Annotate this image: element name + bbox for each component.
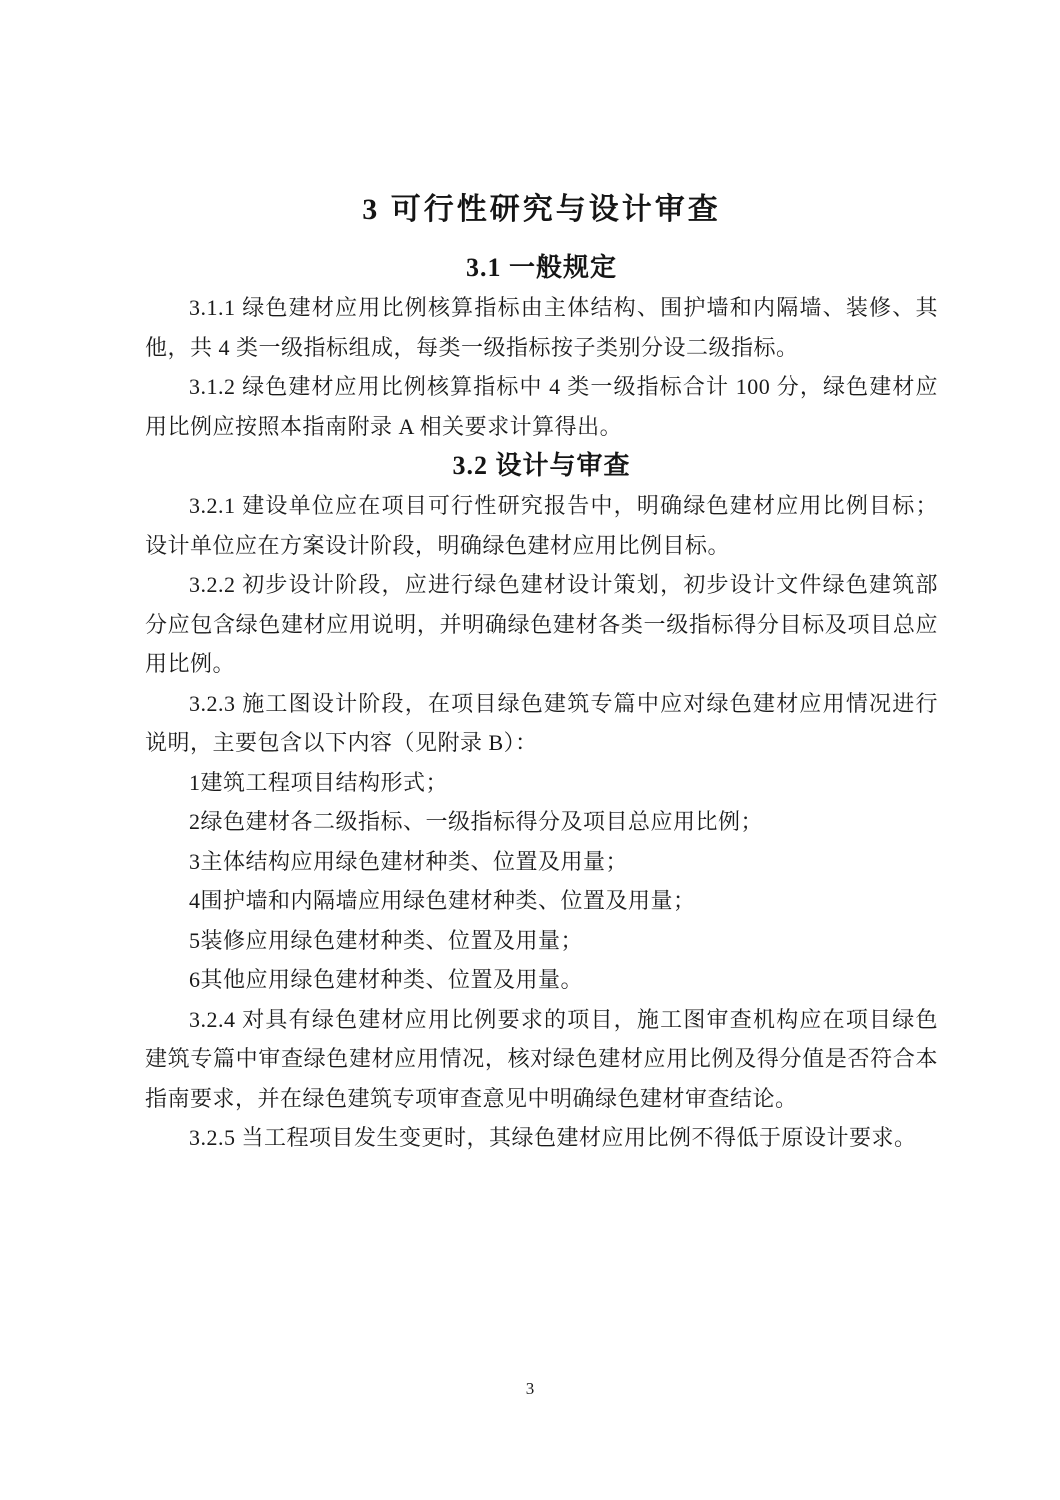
chapter-title: 3 可行性研究与设计审查 [362, 193, 721, 226]
paragraph-3-1-1: 3.1.1 绿色建材应用比例核算指标由主体结构、围护墙和内隔墙、装修、其他，共 4 类一级指标组成，每类一级指标按子类别分设二级指标。 [145, 295, 938, 360]
paragraph-3-2-5: 3.2.5 当工程项目发生变更时，其绿色建材应用比例不得低于原设计要求。 [189, 1125, 917, 1150]
paragraph-3-2-2: 3.2.2 初步设计阶段，应进行绿色建材设计策划，初步设计文件绿色建筑部分应包含绿色建材应用说明，并明确绿色建材各类一级指标得分目标及项目总应用比例。 [145, 572, 938, 676]
paragraph-3-2-1: 3.2.1 建设单位应在项目可行性研究报告中，明确绿色建材应用比例目标；设计单位应在方案设计阶段，明确绿色建材应用比例目标。 [145, 493, 938, 558]
list-item-2: 2绿色建材各二级指标、一级指标得分及项目总应用比例； [189, 809, 764, 834]
section-heading-3-1: 3.1 一般规定 [465, 253, 617, 282]
paragraph-3-2-3: 3.2.3 施工图设计阶段，在项目绿色建筑专篇中应对绿色建材应用情况进行说明，主要包含以下内容（见附录 B）： [145, 690, 938, 755]
list-item-4: 4围护墙和内隔墙应用绿色建材种类、位置及用量； [189, 888, 696, 913]
list-item-5: 5装修应用绿色建材种类、位置及用量； [189, 927, 584, 953]
paragraph-3-1-2: 3.1.2 绿色建材应用比例核算指标中 4 类一级指标合计 100 分，绿色建材应用比例应按照本指南附录 A 相关要求计算得出。 [145, 374, 938, 439]
section-heading-3-2: 3.2 设计与审查 [452, 451, 631, 480]
list-item-1: 1建筑工程项目结构形式； [189, 769, 449, 795]
paragraph-3-2-4: 3.2.4 对具有绿色建材应用比例要求的项目，施工图审查机构应在项目绿色建筑专篇中审查绿色建材应用情况，核对绿色建材应用比例及得分值是否符合本指南要求，并在绿色建筑专项审查意见中明确绿色建材审查结论。 [145, 1006, 938, 1111]
page-number: 3 [525, 1379, 535, 1398]
list-item-6: 6其他应用绿色建材种类、位置及用量。 [189, 967, 584, 992]
list-item-3: 3主体结构应用绿色建材种类、位置及用量； [189, 848, 629, 874]
